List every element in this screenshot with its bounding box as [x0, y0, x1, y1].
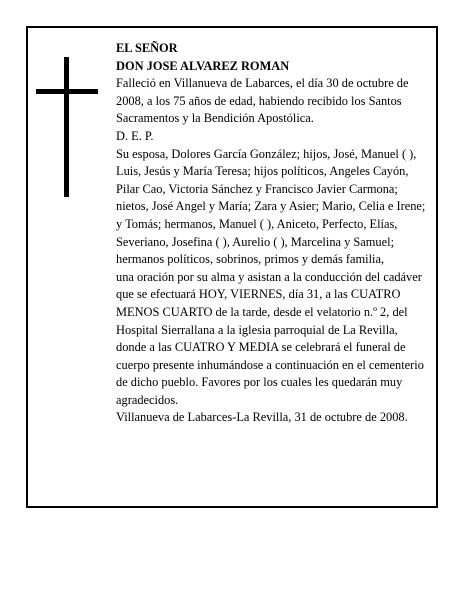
cross-icon: [36, 57, 98, 197]
cross-horizontal-bar: [36, 89, 98, 94]
death-statement: Falleció en Villanueva de Labarces, el día 30 de octubre de 2008, a los 75 años de edad, habiendo recibido los Santos Sacramentos y la Bendición Apostólica.: [116, 76, 409, 126]
cross-vertical-bar: [64, 57, 69, 197]
place-and-date: Villanueva de Labarces-La Revilla, 31 de octubre de 2008.: [116, 410, 408, 425]
deceased-name: DON JOSE ALVAREZ ROMAN: [116, 58, 290, 73]
family-list: Su esposa, Dolores García González; hijos, José, Manuel ( ), Luis, Jesús y María Teresa; hijos políticos, Angeles Cayón, Pilar Cao, Victoria Sánchez y Francisco Javier Carmona; nietos, José Angel y María; Zara y Asier; Mario, Celia e Irene; y Tomás; hermanos, Manuel ( ), Aniceto, Perfecto, Elías, Severiano, Josefina ( ), Aurelio ( ), Marcelina y Samuel; hermanos políticos, sobrinos, primos y demás familia,: [116, 146, 426, 267]
notice-title: EL SEÑOR: [116, 41, 178, 55]
obituary-text: [116, 40, 428, 427]
rest-in-peace: D. E. P.: [116, 128, 154, 143]
funeral-details: una oración por su alma y asistan a la conducción del cadáver que se efectuará HOY, VIERNES, día 31, a las CUATRO MENOS CUARTO de la tarde, desde el velatorio n.º 2, del Hospital Sierrallana a la iglesia parroquial de La Revilla, donde a las CUATRO Y MEDIA se celebrará el funeral de cuerpo presente inhumándose a continuación en el cementerio de dicho pueblo. Favores por los cuales les quedarán muy agradecidos.: [116, 269, 424, 407]
